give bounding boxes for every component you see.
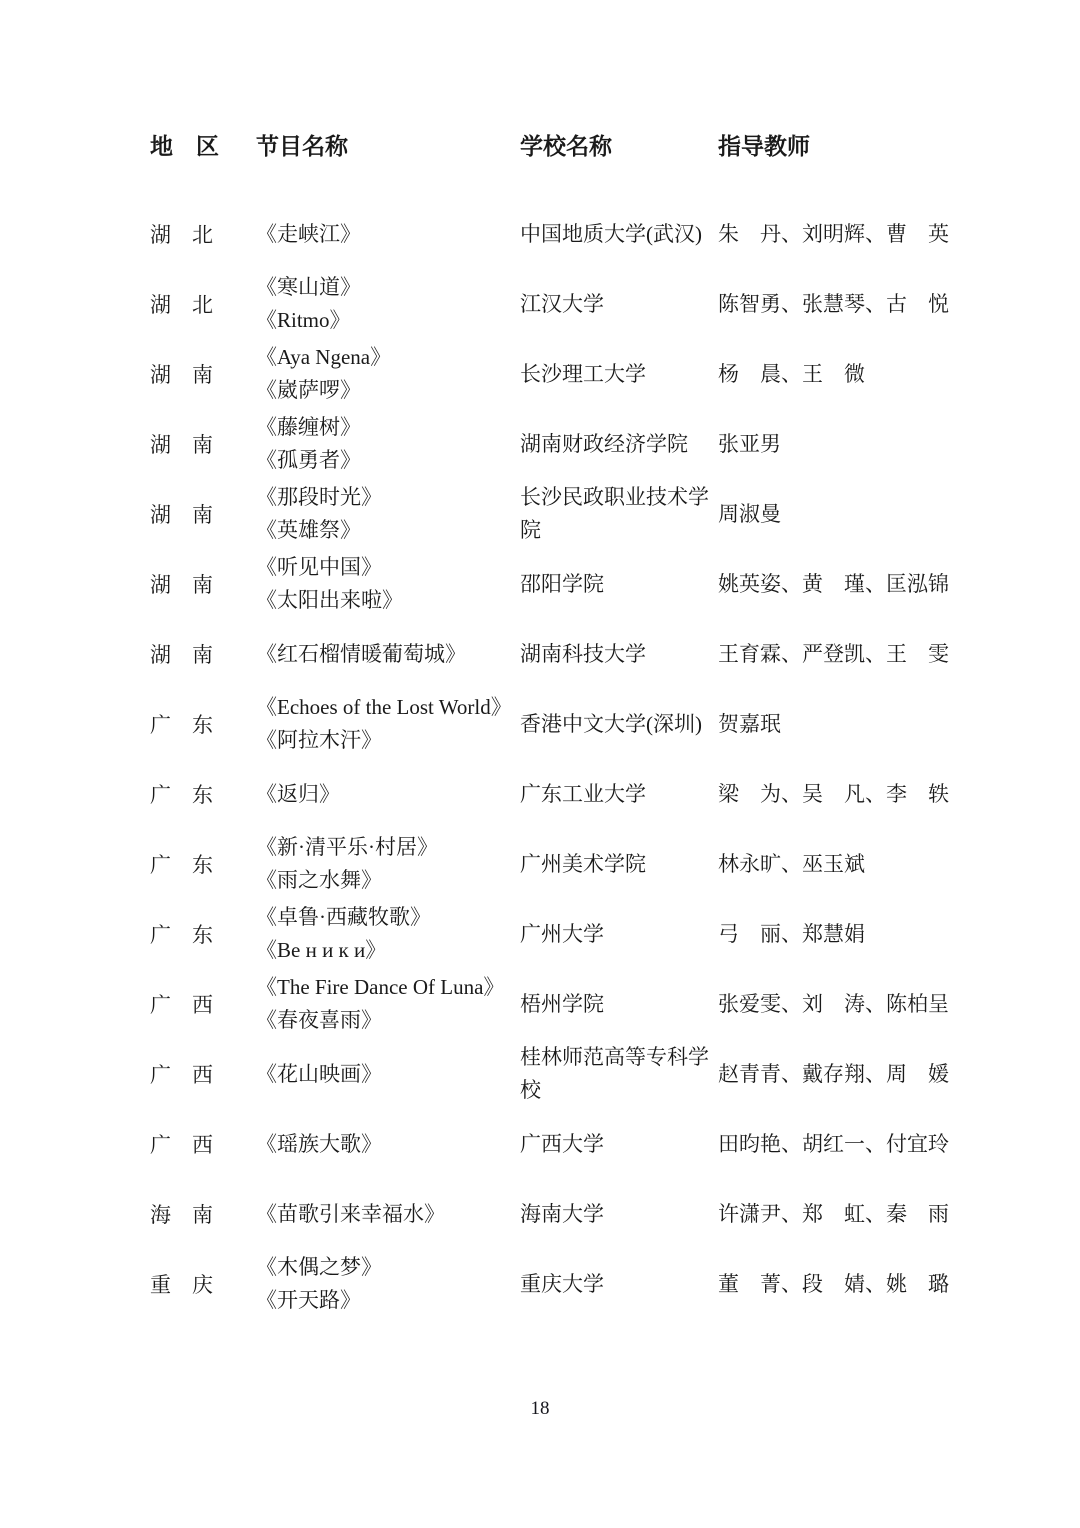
program-title: 《卓鲁·西藏牧歌》	[256, 905, 431, 929]
region-cell: 湖 南	[150, 573, 213, 597]
program-cell	[256, 218, 520, 251]
program-cell	[256, 1128, 520, 1161]
program-title: 《寒山道》	[256, 275, 361, 299]
program-cell	[256, 691, 520, 757]
program-cell	[256, 778, 520, 811]
teachers-cell: 张亚男	[718, 431, 781, 456]
table-row	[150, 759, 949, 829]
header-program: 节目名称	[256, 134, 348, 160]
program-title: 《崴萨啰》	[256, 378, 361, 402]
table-row	[150, 479, 940, 549]
program-title: 《英雄祭》	[256, 518, 361, 542]
program-title: 《瑶族大歌》	[256, 1131, 382, 1156]
program-title: 《走峡江》	[256, 221, 361, 246]
teachers-cell: 林永旷、巫玉斌	[718, 851, 865, 876]
table-row	[150, 199, 949, 269]
program-cell	[256, 638, 520, 671]
school-cell: 长沙理工大学	[520, 361, 646, 386]
table-row	[150, 619, 949, 689]
teachers-cell: 姚英姿、黄 瑾、匡泓锦	[718, 571, 949, 596]
header-teachers: 指导教师	[718, 134, 810, 160]
region-cell: 湖 南	[150, 643, 213, 667]
program-title: 《红石榴情暖葡萄城》	[256, 641, 466, 666]
table-row	[150, 1039, 949, 1109]
program-cell	[256, 411, 520, 477]
teachers-cell: 张爱雯、刘 涛、陈柏呈	[718, 991, 949, 1016]
school-cell: 湖南科技大学	[520, 641, 646, 666]
program-title: 《Echoes of the Lost World》	[256, 695, 512, 719]
school-cell: 广西大学	[520, 1131, 604, 1156]
teachers-cell: 周淑曼	[718, 501, 781, 526]
teachers-cell: 赵青青、戴存翔、周 媛	[718, 1061, 949, 1086]
school-cell: 海南大学	[520, 1201, 604, 1226]
program-title: 《那段时光》	[256, 485, 382, 509]
program-cell	[256, 551, 520, 617]
teachers-cell: 弓 丽、郑慧娟	[718, 921, 865, 946]
region-cell: 广 西	[150, 1063, 213, 1087]
school-cell: 香港中文大学(深圳)	[520, 711, 702, 736]
region-cell: 广 东	[150, 923, 213, 947]
program-cell	[256, 271, 520, 337]
table-row	[150, 689, 940, 759]
header-school: 学校名称	[520, 134, 612, 160]
program-title: 《孤勇者》	[256, 448, 361, 472]
program-title: 《听见中国》	[256, 555, 382, 579]
program-title: 《Aya Ngena》	[256, 345, 392, 369]
table-header	[150, 128, 940, 161]
table-row	[150, 1249, 949, 1319]
school-cell: 邵阳学院	[520, 571, 604, 596]
program-title: 《Ritmo》	[256, 308, 351, 332]
header-region: 地 区	[150, 134, 219, 160]
school-cell: 广州大学	[520, 921, 604, 946]
region-cell: 湖 南	[150, 363, 213, 387]
region-cell: 湖 北	[150, 223, 213, 247]
table-body	[150, 199, 949, 1319]
table-row	[150, 339, 940, 409]
school-cell: 梧州学院	[520, 991, 604, 1016]
program-title: 《阿拉木汗》	[256, 728, 382, 752]
table-row	[150, 899, 940, 969]
teachers-cell: 陈智勇、张慧琴、古 悦	[718, 291, 949, 316]
school-cell: 重庆大学	[520, 1271, 604, 1296]
school-cell: 江汉大学	[520, 291, 604, 316]
region-cell: 广 东	[150, 713, 213, 737]
page-number: 18	[530, 1398, 550, 1419]
teachers-cell: 梁 为、吴 凡、李 轶	[718, 781, 949, 806]
region-cell: 湖 北	[150, 293, 213, 317]
program-cell	[256, 341, 520, 407]
program-title: 《藤缠树》	[256, 415, 361, 439]
program-title: 《Ве н и к и》	[256, 938, 387, 962]
table-row	[150, 969, 949, 1039]
school-cell: 广东工业大学	[520, 781, 646, 806]
program-cell	[256, 831, 520, 897]
program-cell	[256, 1058, 520, 1091]
program-title: 《木偶之梦》	[256, 1255, 382, 1279]
results-table	[150, 128, 949, 1319]
school-cell: 广州美术学院	[520, 851, 646, 876]
region-cell: 海 南	[150, 1203, 213, 1227]
program-cell	[256, 901, 520, 967]
program-title: 《The Fire Dance Of Luna》	[256, 975, 505, 999]
table-row	[150, 549, 949, 619]
region-cell: 广 东	[150, 853, 213, 877]
teachers-cell: 朱 丹、刘明辉、曹 英	[718, 221, 949, 246]
program-cell	[256, 1198, 520, 1231]
program-title: 《春夜喜雨》	[256, 1008, 382, 1032]
teachers-cell: 王育霖、严登凯、王 雯	[718, 641, 949, 666]
teachers-cell: 董 菁、段 婧、姚 璐	[718, 1271, 949, 1296]
teachers-cell: 杨 晨、王 微	[718, 361, 865, 386]
teachers-cell: 贺嘉珉	[718, 711, 781, 736]
program-cell	[256, 1251, 520, 1317]
region-cell: 广 西	[150, 1133, 213, 1157]
program-title: 《返归》	[256, 781, 340, 806]
table-row	[150, 1179, 949, 1249]
school-cell: 桂林师范高等专科学校	[520, 1045, 709, 1102]
program-title: 《苗歌引来幸福水》	[256, 1201, 445, 1226]
program-title: 《开天路》	[256, 1288, 361, 1312]
table-row	[150, 1109, 949, 1179]
table-row	[150, 269, 949, 339]
school-cell: 中国地质大学(武汉)	[520, 221, 702, 246]
region-cell: 广 东	[150, 783, 213, 807]
region-cell: 广 西	[150, 993, 213, 1017]
program-title: 《太阳出来啦》	[256, 588, 403, 612]
region-cell: 重 庆	[150, 1273, 213, 1297]
program-title: 《新·清平乐·村居》	[256, 835, 438, 859]
teachers-cell: 田昀艳、胡红一、付宜玲	[718, 1131, 949, 1156]
program-cell	[256, 481, 520, 547]
region-cell: 湖 南	[150, 503, 213, 527]
table-row	[150, 409, 940, 479]
teachers-cell: 许潇尹、郑 虹、秦 雨	[718, 1201, 949, 1226]
program-cell	[256, 971, 520, 1037]
program-title: 《花山映画》	[256, 1061, 382, 1086]
school-cell: 湖南财政经济学院	[520, 431, 688, 456]
region-cell: 湖 南	[150, 433, 213, 457]
school-cell: 长沙民政职业技术学院	[520, 485, 709, 542]
program-title: 《雨之水舞》	[256, 868, 382, 892]
table-row	[150, 829, 940, 899]
